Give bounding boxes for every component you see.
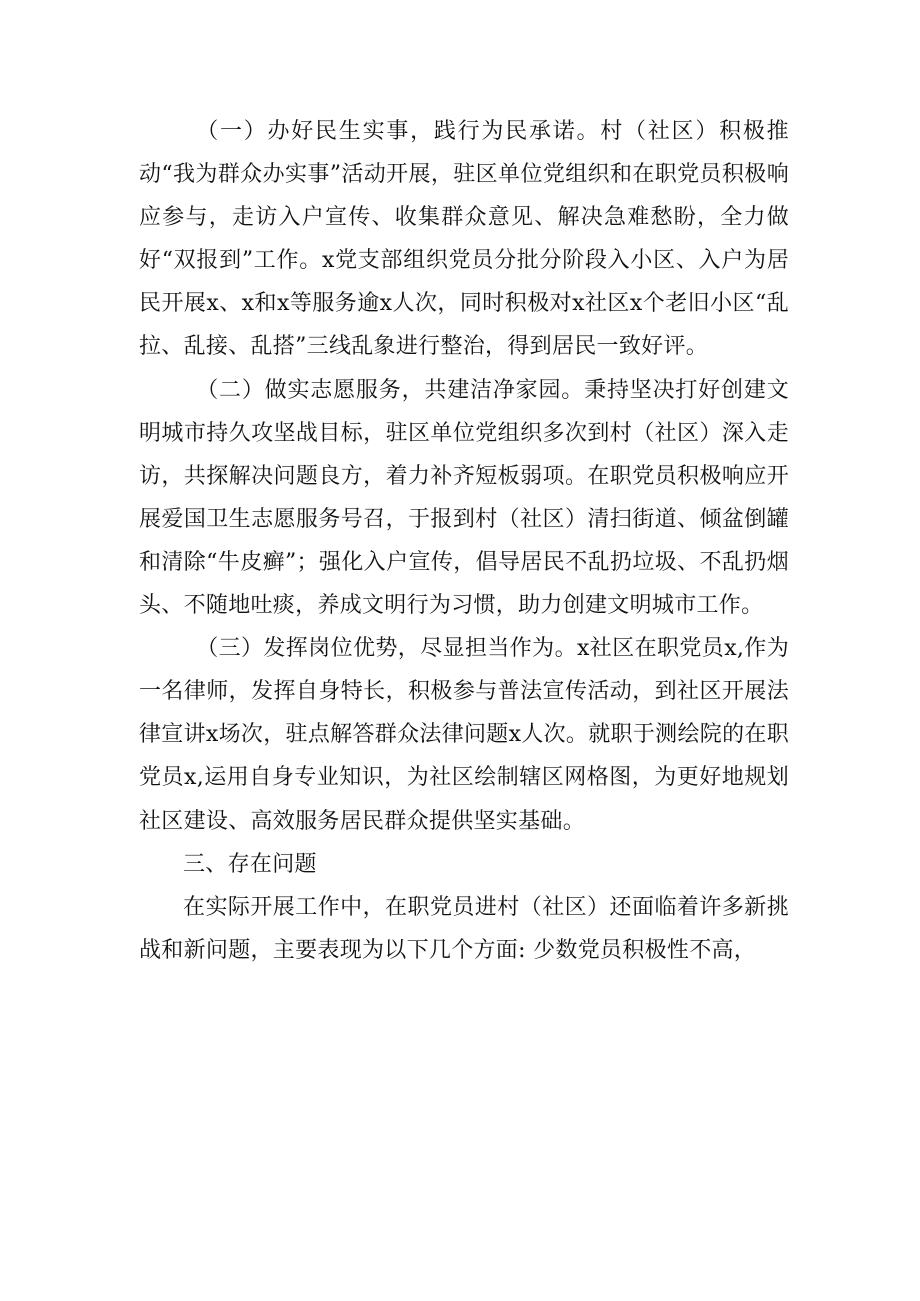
section-heading-problems: 三、存在问题 xyxy=(183,851,317,877)
paragraph-1: （一）办好民生实事，践行为民承诺。村（社区）积极推动“我为群众办实事”活动开展，驻区单位党组织和在职党员积极响应参与，走访入户宣传、收集群众意见、解决急难愁盼，全力做好“双报到”工作。x党支部组织党员分批分阶段入小区、入户为居民开展x、x和x等服务逾x人次，同时积极对x社区x个老旧小区“乱拉、乱接、乱搭”三线乱象进行整治，得到居民一致好评。 xyxy=(139,119,789,360)
paragraph-2: （二）做实志愿服务，共建洁净家园。秉持坚决打好创建文明城市持久攻坚战目标，驻区单位党组织多次到村（社区）深入走访，共探解决问题良方，着力补齐短板弱项。在职党员积极响应开展爱国卫生志愿服务号召，于报到村（社区）清扫街道、倾盆倒罐和清除“牛皮癣”；强化入户宣传，倡导居民不乱扔垃圾、不乱扔烟头、不随地吐痰，养成文明行为习惯，助力创建文明城市工作。 xyxy=(139,377,789,619)
paragraph-4: 在实际开展工作中，在职党员进村（社区）还面临着许多新挑战和新问题，主要表现为以下几个方面: 少数党员积极性不高， xyxy=(139,894,789,963)
document-body xyxy=(139,110,789,972)
paragraph-3: （三）发挥岗位优势，尽显担当作为。x社区在职党员x,作为一名律师，发挥自身特长，积极参与普法宣传活动，到社区开展法律宣讲x场次，驻点解答群众法律问题x人次。就职于测绘院的在职党员x,运用自身专业知识，为社区绘制辖区网格图，为更好地规划社区建设、高效服务居民群众提供坚实基础。 xyxy=(139,636,789,834)
